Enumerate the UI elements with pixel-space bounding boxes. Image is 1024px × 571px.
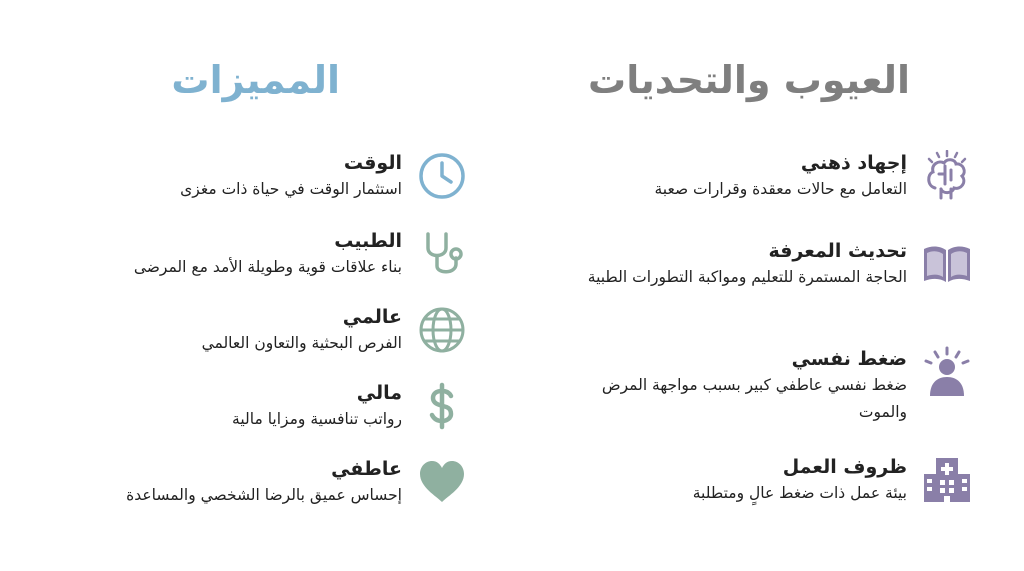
disadvantage-desc: ضغط نفسي عاطفي كبير بسبب مواجهة المرض والموت [601,376,907,421]
disadvantage-title: تحديث المعرفة [768,240,907,262]
advantage-title: مالي [356,382,402,404]
disadvantage-title: ظروف العمل [782,456,907,478]
stressed-person-icon [919,344,975,400]
globe-icon [414,302,470,358]
book-icon [919,236,975,292]
disadvantage-item-knowledge-update [577,238,975,292]
advantage-title: عاطفي [331,458,402,480]
advantage-desc: الفرص البحثية والتعاون العالمي [201,334,402,352]
advantage-desc: إحساس عميق بالرضا الشخصي والمساعدة [126,486,402,504]
disadvantage-desc: بيئة عمل ذات ضغط عالٍ ومتطلبة [692,484,907,502]
advantage-item-emotional [126,456,470,510]
disadvantage-item-psychological-pressure [577,346,975,426]
dollar-icon [414,378,470,434]
hospital-icon [919,452,975,508]
clock-icon [414,148,470,204]
advantage-item-global [202,304,470,358]
advantage-item-time [180,150,470,204]
disadvantage-desc: التعامل مع حالات معقدة وقرارات صعبة [654,180,907,198]
advantage-title: الوقت [343,152,402,174]
advantage-desc: رواتب تنافسية ومزايا مالية [232,410,402,428]
disadvantage-item-work-conditions [577,454,975,508]
advantage-desc: بناء علاقات قوية وطويلة الأمد مع المرضى [133,258,402,276]
brain-icon [919,148,975,204]
disadvantage-item-mental-stress [577,150,975,204]
disadvantage-desc: الحاجة المستمرة للتعليم ومواكبة التطورات الطبية [587,268,907,286]
advantage-title: الطبيب [334,230,402,252]
disadvantage-title: ضغط نفسي [791,348,907,370]
advantage-item-financial [232,380,470,434]
advantage-desc: استثمار الوقت في حياة ذات مغزى [180,180,402,198]
disadvantage-title: إجهاد ذهني [800,152,907,174]
advantage-item-doctor [134,228,470,282]
disadvantages-title: العيوب والتحديات [588,58,910,102]
stethoscope-icon [414,226,470,282]
heart-icon [414,454,470,510]
advantages-title: المميزات [171,58,340,102]
advantage-title: عالمي [342,306,402,328]
